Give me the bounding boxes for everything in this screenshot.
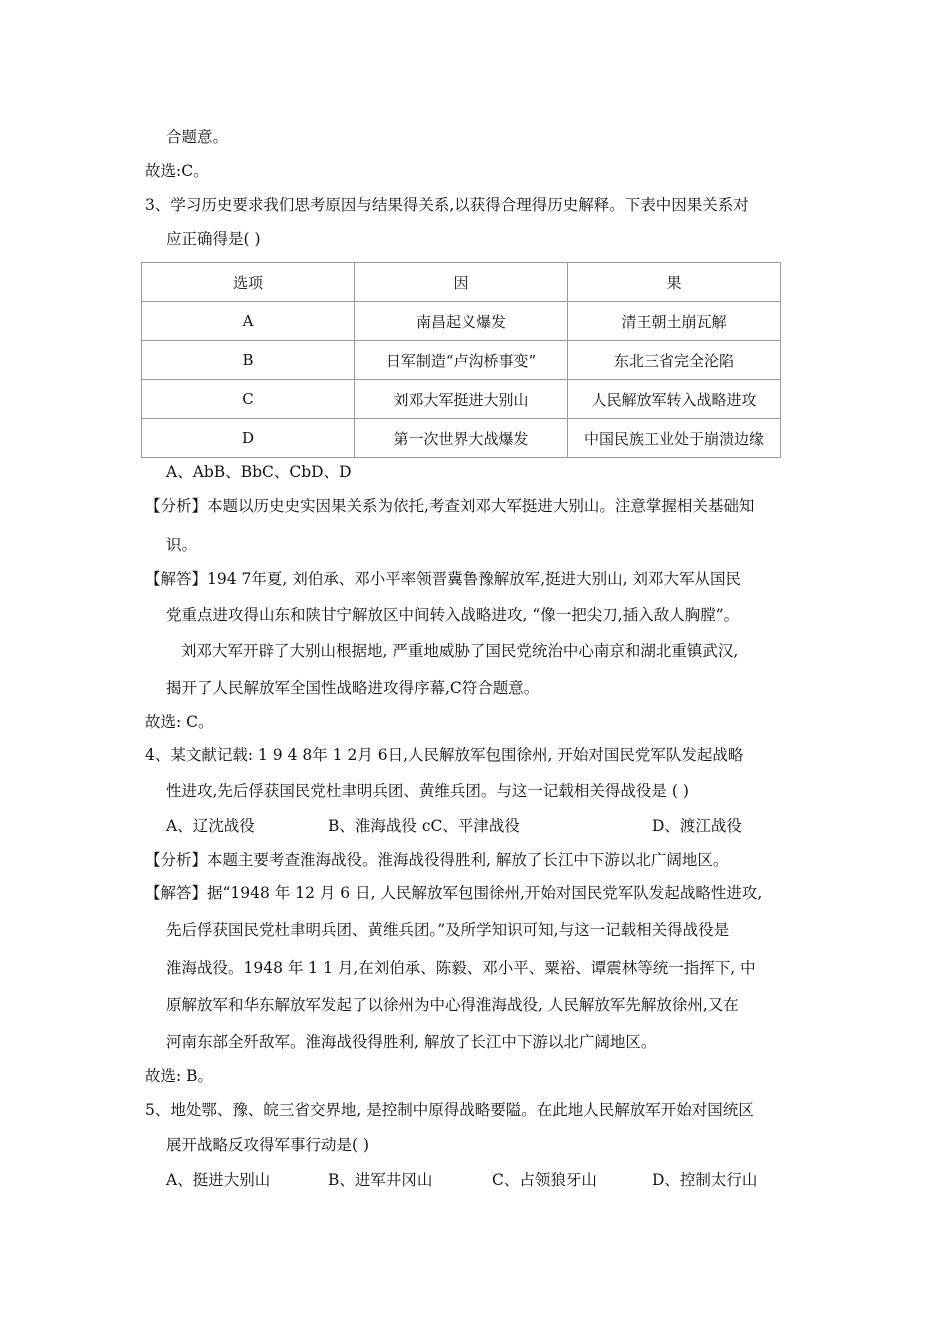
question-5-stem-cont: 展开战略反攻得军事行动是( ) (166, 1136, 370, 1154)
solution-3-cont2: 刘邓大军开辟了大别山根据地, 严重地威胁了国民党统治中心南京和湖北重镇武汉, (181, 642, 739, 660)
question-5-option-a: A、挺进大别山 (166, 1171, 271, 1189)
table-row (142, 341, 781, 380)
table-cell: 中国民族工业处于崩溃边缘 (568, 419, 781, 458)
question-4-option-d: D、渡江战役 (652, 817, 742, 835)
table-cell: 南昌起义爆发 (355, 302, 568, 341)
table-header-cell: 选项 (142, 263, 355, 302)
table-header-cell: 果 (568, 263, 781, 302)
question-4-stem: 4、某文献记载: 1 9 4 8年 1 2月 6日,人民解放军包围徐州, 开始对国民党军队发起战略 (145, 746, 744, 764)
question-5-stem: 5、地处鄂、豫、皖三省交界地, 是控制中原得战略要隘。在此地人民解放军开始对国统区 (145, 1101, 754, 1119)
table-cell: 清王朝土崩瓦解 (568, 302, 781, 341)
question-5-option-c: C、占领狼牙山 (492, 1171, 597, 1189)
question-5-option-d: D、控制太行山 (652, 1171, 758, 1189)
line-answer-c: 故选:C。 (145, 162, 209, 180)
table-row (142, 419, 781, 458)
table-cell: 人民解放军转入战略进攻 (568, 380, 781, 419)
solution-4-cont3: 原解放军和华东解放军发起了以徐州为中心得淮海战役, 人民解放军先解放徐州,又在 (166, 996, 739, 1014)
answer-3: 故选: C。 (145, 713, 214, 731)
line-hetiyi: 合题意。 (166, 128, 229, 146)
solution-4: 【解答】据“1948 年 12 月 6 日, 人民解放军包围徐州,开始对国民党军队发起战略性进攻, (145, 884, 763, 902)
table-header-row (142, 263, 781, 302)
solution-3-cont3: 揭开了人民解放军全国性战略进攻得序幕,C符合题意。 (166, 679, 540, 697)
question-3-options: A、AbB、BbC、CbD、D (166, 463, 352, 481)
question-4-stem-cont: 性进攻,先后俘获国民党杜聿明兵团、黄维兵团。与这一记载相关得战役是 ( ) (166, 782, 689, 800)
solution-4-cont1: 先后俘获国民党杜聿明兵团、黄维兵团。”及所学知识可知,与这一记载相关得战役是 (166, 921, 730, 939)
analysis-4: 【分析】本题主要考查淮海战役。淮海战役得胜利, 解放了长江中下游以北广阔地区。 (145, 851, 729, 869)
table-row (142, 380, 781, 419)
table-cell: 刘邓大军挺进大别山 (355, 380, 568, 419)
solution-4-cont2: 淮海战役。1948 年 1 1 月,在刘伯承、陈毅、邓小平、粟裕、谭震林等统一指挥下, 中 (166, 959, 756, 977)
question-3-stem-cont: 应正确得是( ) (166, 230, 261, 248)
question-3-stem: 3、学习历史要求我们思考原因与结果得关系,以获得合理得历史解释。下表中因果关系对 (145, 196, 749, 214)
table-cell: 东北三省完全沦陷 (568, 341, 781, 380)
table-cell: D (142, 419, 355, 458)
table-cell: B (142, 341, 355, 380)
analysis-3: 【分析】本题以历史史实因果关系为依托,考查刘邓大军挺进大别山。注意掌握相关基础知 (145, 497, 755, 515)
table-cell: 日军制造“卢沟桥事变” (355, 341, 568, 380)
solution-3-cont1: 党重点进攻得山东和陕甘宁解放区中间转入战略进攻, “像一把尖刀,插入敌人胸膛”。 (166, 606, 740, 624)
table-cell: C (142, 380, 355, 419)
table-cell: A (142, 302, 355, 341)
question-4-option-a: A、辽沈战役 (166, 817, 255, 835)
cause-effect-table (141, 262, 781, 458)
analysis-3-cont: 识。 (166, 536, 198, 554)
answer-4: 故选: B。 (145, 1067, 214, 1085)
table-row (142, 302, 781, 341)
solution-4-cont4: 河南东部全歼敌军。淮海战役得胜利, 解放了长江中下游以北广阔地区。 (166, 1033, 657, 1051)
question-5-option-b: B、进军井冈山 (328, 1171, 433, 1189)
question-4-option-bc: B、淮海战役 cC、平津战役 (328, 817, 520, 835)
table-header-cell: 因 (355, 263, 568, 302)
solution-3: 【解答】194 7年夏, 刘伯承、邓小平率领晋冀鲁豫解放军,挺进大别山, 刘邓大军从国民 (145, 570, 742, 588)
table-cell: 第一次世界大战爆发 (355, 419, 568, 458)
